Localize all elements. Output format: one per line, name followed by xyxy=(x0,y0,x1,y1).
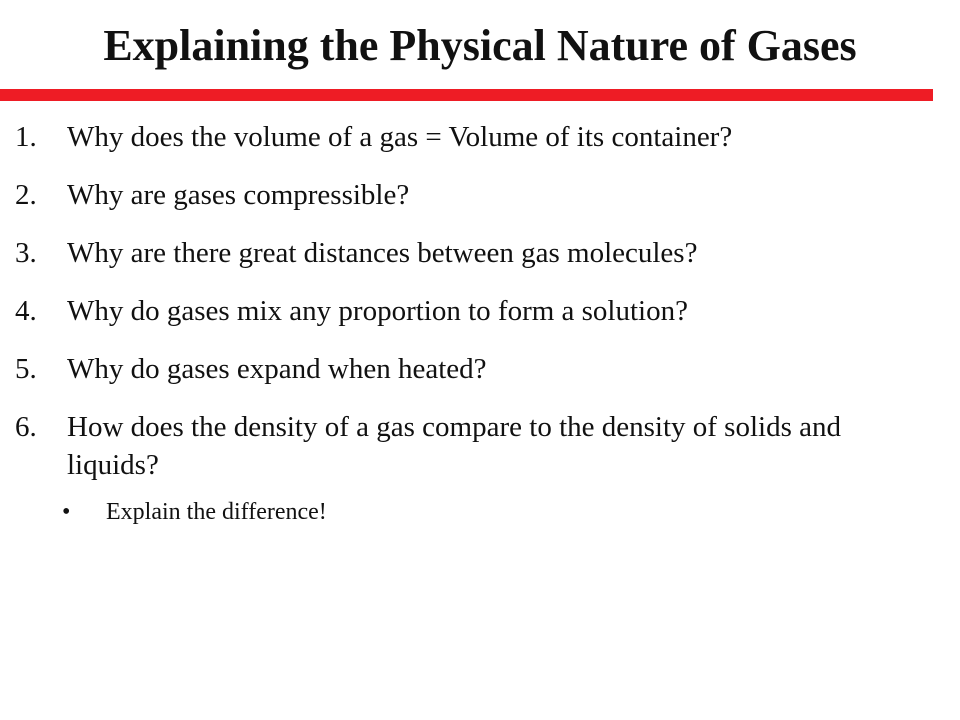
list-text: Why are there great distances between gas molecules? xyxy=(67,237,698,269)
list-number: 6. xyxy=(15,411,37,443)
list-item xyxy=(0,176,930,214)
bullet-icon: • xyxy=(62,499,71,525)
list-text: Why do gases expand when heated? xyxy=(67,353,487,385)
list-text: Why are gases compressible? xyxy=(67,179,410,211)
list-number: 4. xyxy=(15,295,37,327)
list-text: How does the density of a gas compare to the density of solids and liquids? xyxy=(67,411,841,481)
sub-bullet-text: Explain the difference! xyxy=(106,499,327,525)
list-item xyxy=(0,292,930,330)
title-divider xyxy=(0,89,933,101)
list-item xyxy=(0,350,930,388)
list-text: Why do gases mix any proportion to form a solution? xyxy=(67,295,688,327)
list-number: 1. xyxy=(15,121,37,153)
list-number: 3. xyxy=(15,237,37,269)
sub-bullet-item xyxy=(0,496,930,528)
list-item xyxy=(0,118,930,156)
list-number: 5. xyxy=(15,353,37,385)
list-number: 2. xyxy=(15,179,37,211)
list-item xyxy=(0,234,930,272)
list-text: Why does the volume of a gas = Volume of its container? xyxy=(67,121,733,153)
question-list xyxy=(0,118,930,528)
list-item xyxy=(0,408,930,484)
slide-title: Explaining the Physical Nature of Gases xyxy=(103,21,857,70)
